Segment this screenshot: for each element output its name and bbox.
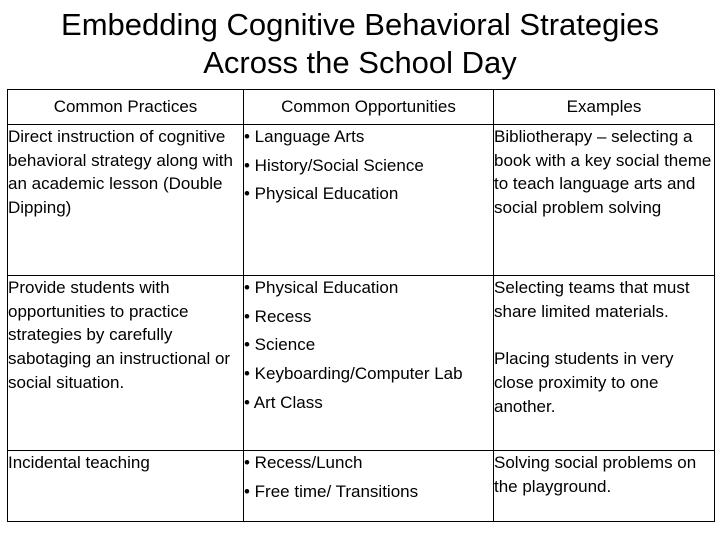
practice-cell: Incidental teaching [8,451,244,522]
table-row [8,125,715,276]
practices-table [7,89,715,522]
table-header-row [8,90,715,125]
page-title [0,6,720,82]
opportunity-item: • Art Class [244,392,323,412]
practice-cell: Provide students with opportunities to practice strategies by carefully sabotaging an instructional or social situation. [8,276,244,451]
example-text: Selecting teams that must share limited materials. [494,278,690,321]
opportunity-item: • Keyboarding/Computer Lab [244,364,463,384]
header-examples: Examples [494,90,715,125]
opportunity-item: • Science [244,335,316,355]
opportunities-cell [244,451,494,522]
example-text: Placing students in very close proximity to one another. [494,349,674,416]
examples-cell [494,276,715,451]
opportunity-item: • Free time/ Transitions [244,481,419,501]
opportunities-cell [244,125,494,276]
examples-cell [494,451,715,522]
header-common-practices: Common Practices [8,90,244,125]
example-spacer [494,323,714,347]
opportunity-item: • History/Social Science [244,155,424,175]
opportunities-cell [244,276,494,451]
header-common-opportunities: Common Opportunities [244,90,494,125]
title-line-1: Embedding Cognitive Behavioral Strategies [61,7,659,42]
examples-cell [494,125,715,276]
opportunity-item: • Physical Education [244,184,399,204]
opportunity-item: • Physical Education [244,278,399,297]
opportunity-item: • Recess/Lunch [244,453,363,472]
opportunity-item: • Language Arts [244,127,365,146]
example-text: Solving social problems on the playground. [494,453,697,496]
table-row [8,276,715,451]
table-row [8,451,715,522]
practice-cell: Direct instruction of cognitive behavioral strategy along with an academic lesson (Double Dipping) [8,125,244,276]
opportunity-item: • Recess [244,306,312,326]
title-line-2: Across the School Day [203,45,517,80]
example-text: Bibliotherapy – selecting a book with a key social theme to teach language arts and social problem solving [494,127,712,218]
